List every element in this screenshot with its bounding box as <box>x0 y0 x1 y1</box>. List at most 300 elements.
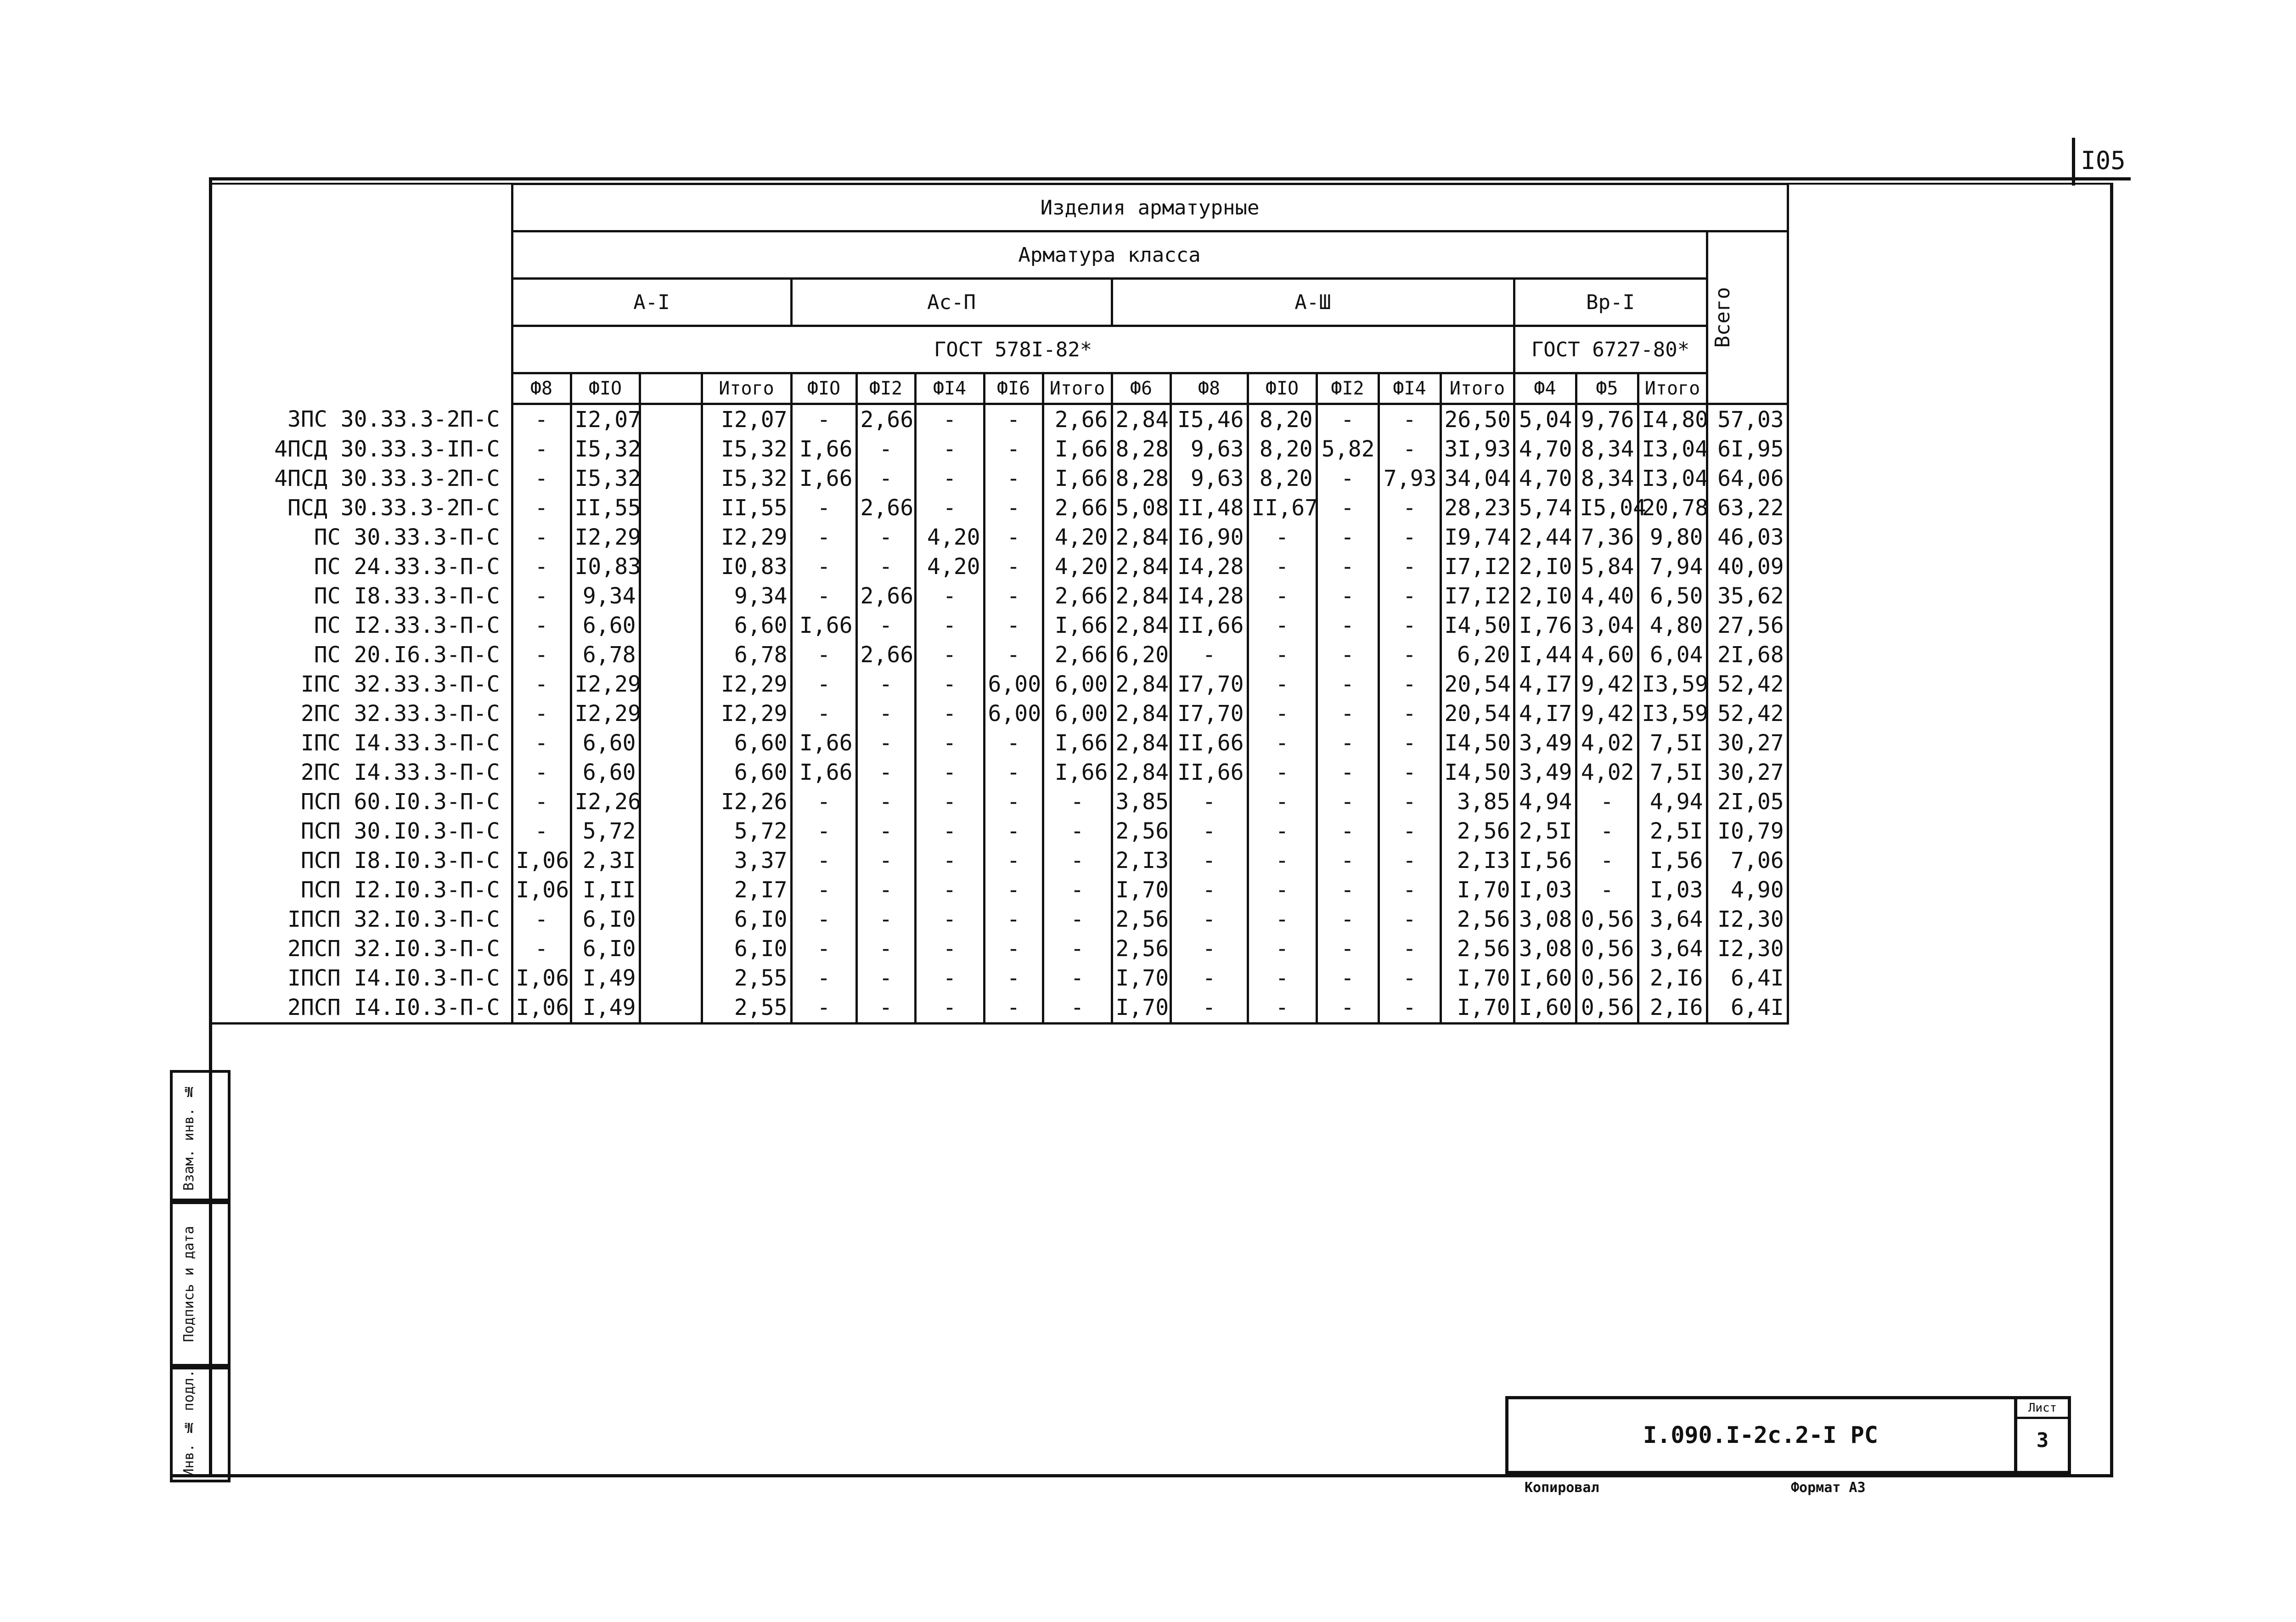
value-cell: 2,66 <box>856 493 915 523</box>
value-cell: - <box>1248 552 1317 581</box>
value-cell: I,56 <box>1638 846 1707 875</box>
value-cell: 2,84 <box>1112 581 1171 611</box>
value-cell: - <box>1317 581 1379 611</box>
value-cell: 2,44 <box>1514 523 1576 552</box>
value-cell: - <box>1379 670 1441 699</box>
value-cell: - <box>1248 523 1317 552</box>
value-cell: I,76 <box>1514 611 1576 640</box>
value-cell: I,06 <box>512 875 571 905</box>
diameter-header-cell: Итого <box>702 373 791 404</box>
copied-label: Копировал <box>1525 1480 1599 1496</box>
table-row <box>209 905 1788 934</box>
value-cell: - <box>1248 817 1317 846</box>
value-cell: - <box>512 464 571 493</box>
value-cell: 0,56 <box>1576 963 1638 993</box>
value-cell: 7,93 <box>1379 464 1441 493</box>
value-cell: 6,00 <box>1043 670 1112 699</box>
value-cell: - <box>1379 728 1441 758</box>
value-cell: 2,84 <box>1112 523 1171 552</box>
table-row <box>209 404 1788 435</box>
value-cell: I,66 <box>1043 728 1112 758</box>
value-cell: 3,49 <box>1514 758 1576 787</box>
value-cell: - <box>984 464 1043 493</box>
value-cell: - <box>984 493 1043 523</box>
value-cell: - <box>1317 404 1379 435</box>
value-cell: 3,85 <box>1112 787 1171 817</box>
value-cell: I,49 <box>571 963 640 993</box>
value-cell: - <box>856 846 915 875</box>
class-as2-header: Ас-П <box>791 279 1112 326</box>
value-cell: I7,I2 <box>1441 581 1514 611</box>
value-cell <box>640 552 702 581</box>
product-name-cell: ПС 20.I6.3-П-С <box>209 640 512 670</box>
table-row <box>209 523 1788 552</box>
value-cell: 0,56 <box>1576 905 1638 934</box>
total-cell: 35,62 <box>1707 581 1788 611</box>
value-cell: I2,26 <box>702 787 791 817</box>
value-cell: - <box>1171 787 1248 817</box>
value-cell: - <box>984 846 1043 875</box>
value-cell: - <box>915 670 984 699</box>
value-cell: 3,08 <box>1514 934 1576 963</box>
value-cell: - <box>512 728 571 758</box>
value-cell: - <box>512 611 571 640</box>
value-cell: 4,70 <box>1514 464 1576 493</box>
value-cell: I9,74 <box>1441 523 1514 552</box>
table-row <box>209 963 1788 993</box>
value-cell: 2,84 <box>1112 404 1171 435</box>
value-cell: 3,64 <box>1638 905 1707 934</box>
value-cell: - <box>512 640 571 670</box>
table-title: Изделия арматурные <box>512 184 1788 231</box>
value-cell: 5,84 <box>1576 552 1638 581</box>
table-row <box>209 640 1788 670</box>
value-cell: I0,83 <box>571 552 640 581</box>
value-cell: I5,04 <box>1576 493 1638 523</box>
value-cell <box>640 611 702 640</box>
diameter-header-cell: ФI4 <box>1379 373 1441 404</box>
value-cell: 20,54 <box>1441 670 1514 699</box>
value-cell: 4,70 <box>1514 434 1576 464</box>
value-cell: - <box>1317 758 1379 787</box>
value-cell <box>640 963 702 993</box>
value-cell: I,66 <box>1043 758 1112 787</box>
value-cell: - <box>1317 552 1379 581</box>
value-cell: - <box>915 758 984 787</box>
value-cell: I2,29 <box>571 523 640 552</box>
value-cell: I0,83 <box>702 552 791 581</box>
value-cell: - <box>984 963 1043 993</box>
value-cell <box>640 581 702 611</box>
table-row <box>209 758 1788 787</box>
value-cell: - <box>1043 963 1112 993</box>
value-cell: I5,32 <box>702 434 791 464</box>
value-cell: - <box>1379 523 1441 552</box>
product-name-cell: IПСП I4.I0.3-П-С <box>209 963 512 993</box>
diameter-header-cell <box>640 373 702 404</box>
value-cell: - <box>791 934 856 963</box>
value-cell: 0,56 <box>1576 934 1638 963</box>
value-cell: 9,76 <box>1576 404 1638 435</box>
value-cell: I2,07 <box>702 404 791 435</box>
value-cell: - <box>1317 993 1379 1024</box>
value-cell: - <box>1171 640 1248 670</box>
value-cell: I4,28 <box>1171 552 1248 581</box>
value-cell: I5,32 <box>571 434 640 464</box>
value-cell: 8,34 <box>1576 434 1638 464</box>
total-cell: I2,30 <box>1707 905 1788 934</box>
value-cell: - <box>1379 493 1441 523</box>
value-cell: I,66 <box>1043 464 1112 493</box>
product-name-cell: ПС I8.33.3-П-С <box>209 581 512 611</box>
product-name-cell: 4ПСД 30.33.3-IП-С <box>209 434 512 464</box>
table-row <box>209 434 1788 464</box>
value-cell <box>640 758 702 787</box>
product-name-cell: ПС 30.33.3-П-С <box>209 523 512 552</box>
value-cell: 4,40 <box>1576 581 1638 611</box>
value-cell <box>640 787 702 817</box>
value-cell: I7,I2 <box>1441 552 1514 581</box>
product-name-cell: ПСП I8.I0.3-П-С <box>209 846 512 875</box>
total-cell: 64,06 <box>1707 464 1788 493</box>
product-name-cell: 4ПСД 30.33.3-2П-С <box>209 464 512 493</box>
value-cell: - <box>1317 728 1379 758</box>
value-cell: 3,64 <box>1638 934 1707 963</box>
value-cell: - <box>1317 875 1379 905</box>
value-cell: 20,54 <box>1441 699 1514 728</box>
value-cell <box>640 728 702 758</box>
value-cell: I5,32 <box>571 464 640 493</box>
total-cell: 7,06 <box>1707 846 1788 875</box>
product-name-cell: ПСП 30.I0.3-П-С <box>209 817 512 846</box>
value-cell: 9,80 <box>1638 523 1707 552</box>
value-cell: 20,78 <box>1638 493 1707 523</box>
value-cell: - <box>856 523 915 552</box>
side-box-inv-podl <box>170 1364 231 1482</box>
value-cell: - <box>856 611 915 640</box>
value-cell: - <box>1317 934 1379 963</box>
value-cell: - <box>1171 934 1248 963</box>
value-cell: 6,78 <box>702 640 791 670</box>
value-cell: - <box>856 464 915 493</box>
diameter-header-cell: Итого <box>1441 373 1514 404</box>
value-cell: - <box>856 728 915 758</box>
value-cell: 5,08 <box>1112 493 1171 523</box>
value-cell: I3,04 <box>1638 434 1707 464</box>
diameter-header-cell: Ф8 <box>512 373 571 404</box>
table-row <box>209 611 1788 640</box>
value-cell: I2,26 <box>571 787 640 817</box>
page-number: I05 <box>2081 146 2126 175</box>
table-row <box>209 846 1788 875</box>
value-cell: - <box>1379 699 1441 728</box>
diameter-header-cell: Ф6 <box>1112 373 1171 404</box>
value-cell: 2,5I <box>1638 817 1707 846</box>
total-cell: 40,09 <box>1707 552 1788 581</box>
total-cell: 46,03 <box>1707 523 1788 552</box>
product-name-cell: IПСП 32.I0.3-П-С <box>209 905 512 934</box>
value-cell: 6,60 <box>571 758 640 787</box>
value-cell: - <box>791 905 856 934</box>
value-cell: 2,56 <box>1112 817 1171 846</box>
value-cell: - <box>791 699 856 728</box>
value-cell <box>640 875 702 905</box>
diameter-header-cell: ФIO <box>1248 373 1317 404</box>
value-cell: - <box>1248 699 1317 728</box>
value-cell: - <box>1576 875 1638 905</box>
value-cell: 6,60 <box>702 758 791 787</box>
value-cell: 6,I0 <box>571 934 640 963</box>
value-cell: I3,59 <box>1638 699 1707 728</box>
value-cell: I,06 <box>512 846 571 875</box>
side-box-inv-zam <box>170 1070 231 1204</box>
value-cell: I4,50 <box>1441 728 1514 758</box>
value-cell: - <box>791 670 856 699</box>
product-name-cell: IПС I4.33.3-П-С <box>209 728 512 758</box>
value-cell: - <box>856 817 915 846</box>
value-cell: 34,04 <box>1441 464 1514 493</box>
value-cell: 2,84 <box>1112 699 1171 728</box>
format-label: Формат А3 <box>1791 1480 1866 1496</box>
value-cell <box>640 523 702 552</box>
value-cell: 9,34 <box>702 581 791 611</box>
value-cell: 2,66 <box>1043 581 1112 611</box>
total-cell: 63,22 <box>1707 493 1788 523</box>
value-cell: - <box>915 817 984 846</box>
value-cell: - <box>791 846 856 875</box>
value-cell: 2,I7 <box>702 875 791 905</box>
value-cell: I,06 <box>512 963 571 993</box>
value-cell: - <box>1171 875 1248 905</box>
value-cell: - <box>791 581 856 611</box>
value-cell: - <box>984 611 1043 640</box>
value-cell: 2,66 <box>856 404 915 435</box>
value-cell: 2,84 <box>1112 728 1171 758</box>
value-cell: II,66 <box>1171 728 1248 758</box>
sheet-box <box>2014 1399 2068 1471</box>
value-cell: 4,I7 <box>1514 670 1576 699</box>
diameter-header-cell: ФIO <box>791 373 856 404</box>
value-cell: 7,36 <box>1576 523 1638 552</box>
value-cell: II,67 <box>1248 493 1317 523</box>
value-cell <box>640 404 702 435</box>
value-cell: I,70 <box>1112 875 1171 905</box>
value-cell: - <box>1317 611 1379 640</box>
value-cell: - <box>512 758 571 787</box>
value-cell: I4,50 <box>1441 758 1514 787</box>
value-cell: - <box>1248 846 1317 875</box>
value-cell: - <box>915 464 984 493</box>
value-cell: I,60 <box>1514 993 1576 1024</box>
value-cell: - <box>1171 905 1248 934</box>
value-cell: II,55 <box>571 493 640 523</box>
diameter-header-cell: Итого <box>1638 373 1707 404</box>
value-cell: 2,84 <box>1112 758 1171 787</box>
diameter-header-cell: Ф4 <box>1514 373 1576 404</box>
value-cell: I,66 <box>1043 611 1112 640</box>
diameter-header-cell: ФI4 <box>915 373 984 404</box>
value-cell: I,56 <box>1514 846 1576 875</box>
value-cell: - <box>791 875 856 905</box>
value-cell: - <box>512 581 571 611</box>
side-box-podpis <box>170 1199 231 1369</box>
value-cell: 2,66 <box>1043 404 1112 435</box>
value-cell: 2,66 <box>856 581 915 611</box>
value-cell: 4,02 <box>1576 728 1638 758</box>
value-cell: I2,29 <box>702 670 791 699</box>
value-cell: - <box>512 905 571 934</box>
value-cell: I,49 <box>571 993 640 1024</box>
total-cell: 57,03 <box>1707 404 1788 435</box>
value-cell: 8,28 <box>1112 464 1171 493</box>
value-cell: - <box>1379 434 1441 464</box>
value-cell: I4,80 <box>1638 404 1707 435</box>
value-cell: 4,02 <box>1576 758 1638 787</box>
value-cell: - <box>1317 493 1379 523</box>
value-cell: 2,5I <box>1514 817 1576 846</box>
total-label: Всего <box>1711 287 1734 348</box>
value-cell: 7,5I <box>1638 728 1707 758</box>
value-cell: - <box>1379 934 1441 963</box>
value-cell: 3I,93 <box>1441 434 1514 464</box>
value-cell: - <box>856 552 915 581</box>
value-cell: - <box>915 699 984 728</box>
value-cell: I,03 <box>1514 875 1576 905</box>
value-cell: - <box>1248 905 1317 934</box>
product-name-cell: 2ПСП 32.I0.3-П-С <box>209 934 512 963</box>
value-cell: 6,20 <box>1112 640 1171 670</box>
table-row <box>209 817 1788 846</box>
value-cell: II,66 <box>1171 611 1248 640</box>
value-cell: 2,66 <box>1043 640 1112 670</box>
value-cell: II,48 <box>1171 493 1248 523</box>
value-cell: 6,50 <box>1638 581 1707 611</box>
title-block <box>1505 1396 2071 1474</box>
value-cell: - <box>1317 640 1379 670</box>
total-cell: 27,56 <box>1707 611 1788 640</box>
value-cell: 9,63 <box>1171 434 1248 464</box>
total-cell: 30,27 <box>1707 758 1788 787</box>
value-cell: - <box>856 787 915 817</box>
value-cell: - <box>1317 905 1379 934</box>
value-cell: - <box>791 993 856 1024</box>
value-cell: 5,72 <box>702 817 791 846</box>
class-group-header: Арматура класса <box>512 231 1707 279</box>
value-cell: - <box>1248 581 1317 611</box>
value-cell: I,70 <box>1441 993 1514 1024</box>
value-cell: I,03 <box>1638 875 1707 905</box>
document-code: I.090.I-2с.2-I РС <box>1643 1422 1878 1448</box>
value-cell <box>640 493 702 523</box>
value-cell: - <box>915 963 984 993</box>
total-cell: 6,4I <box>1707 993 1788 1024</box>
value-cell: - <box>791 963 856 993</box>
value-cell: - <box>791 817 856 846</box>
value-cell: - <box>1043 905 1112 934</box>
value-cell: - <box>1576 787 1638 817</box>
value-cell: I2,29 <box>702 523 791 552</box>
value-cell: - <box>512 817 571 846</box>
value-cell: 9,34 <box>571 581 640 611</box>
value-cell: - <box>1043 875 1112 905</box>
value-cell: - <box>915 581 984 611</box>
product-name-cell: 3ПС 30.33.3-2П-С <box>209 404 512 435</box>
value-cell: - <box>1248 611 1317 640</box>
value-cell: 2,56 <box>1112 934 1171 963</box>
value-cell: I3,04 <box>1638 464 1707 493</box>
value-cell: 6,I0 <box>702 905 791 934</box>
value-cell: 2,66 <box>1043 493 1112 523</box>
product-name-cell: 2ПСП I4.I0.3-П-С <box>209 993 512 1024</box>
value-cell <box>640 846 702 875</box>
value-cell: - <box>1248 934 1317 963</box>
value-cell: 3,37 <box>702 846 791 875</box>
value-cell: 4,94 <box>1638 787 1707 817</box>
value-cell: I7,70 <box>1171 670 1248 699</box>
value-cell: - <box>791 493 856 523</box>
value-cell: - <box>1379 611 1441 640</box>
total-cell: 30,27 <box>1707 728 1788 758</box>
value-cell: I,70 <box>1441 875 1514 905</box>
table-row <box>209 993 1788 1024</box>
value-cell: - <box>1317 670 1379 699</box>
value-cell: 4,94 <box>1514 787 1576 817</box>
value-cell: - <box>512 670 571 699</box>
value-cell: - <box>1317 963 1379 993</box>
diameter-header-cell: ФI2 <box>856 373 915 404</box>
class-a1-header: А-I <box>512 279 791 326</box>
value-cell: - <box>1379 875 1441 905</box>
value-cell: I,66 <box>791 434 856 464</box>
value-cell: - <box>856 963 915 993</box>
value-cell: 6,60 <box>702 728 791 758</box>
diameter-header-cell: ФIO <box>571 373 640 404</box>
value-cell: 9,42 <box>1576 699 1638 728</box>
frame-right <box>2110 183 2113 1477</box>
value-cell: - <box>512 787 571 817</box>
value-cell: 4,60 <box>1576 640 1638 670</box>
value-cell: - <box>1317 817 1379 846</box>
value-cell: 2,I0 <box>1514 581 1576 611</box>
value-cell: - <box>512 523 571 552</box>
value-cell: - <box>1379 993 1441 1024</box>
value-cell: - <box>915 404 984 435</box>
value-cell: I2,29 <box>571 670 640 699</box>
value-cell: 6,78 <box>571 640 640 670</box>
value-cell: - <box>915 493 984 523</box>
value-cell: I,60 <box>1514 963 1576 993</box>
class-vr1-header: Вр-I <box>1514 279 1707 326</box>
value-cell: - <box>791 640 856 670</box>
value-cell: - <box>512 934 571 963</box>
value-cell: 7,94 <box>1638 552 1707 581</box>
product-name-cell: ПС 24.33.3-П-С <box>209 552 512 581</box>
product-name-cell: 2ПС I4.33.3-П-С <box>209 758 512 787</box>
value-cell: 2,55 <box>702 993 791 1024</box>
value-cell: - <box>791 404 856 435</box>
value-cell: - <box>915 846 984 875</box>
value-cell: 4,20 <box>1043 552 1112 581</box>
total-cell: 52,42 <box>1707 699 1788 728</box>
value-cell: 2,I0 <box>1514 552 1576 581</box>
value-cell: II,55 <box>702 493 791 523</box>
total-cell: 2I,68 <box>1707 640 1788 670</box>
value-cell: I,70 <box>1112 963 1171 993</box>
value-cell: I,44 <box>1514 640 1576 670</box>
value-cell: - <box>915 905 984 934</box>
value-cell: - <box>984 404 1043 435</box>
value-cell: I2,07 <box>571 404 640 435</box>
